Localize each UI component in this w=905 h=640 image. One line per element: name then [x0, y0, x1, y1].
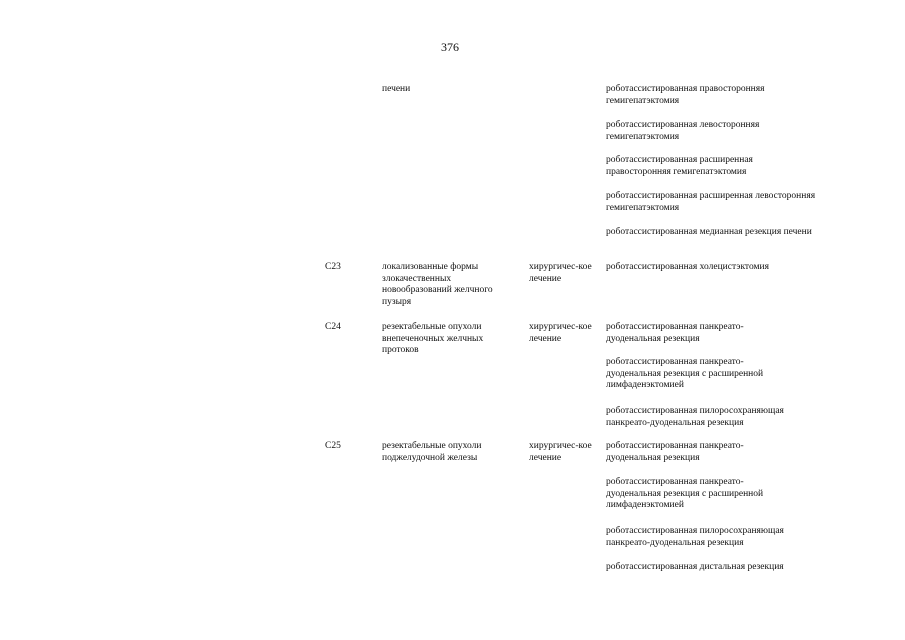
- row-c24-diagnosis: резектабельные опухоли внепеченочных желчных протоков: [382, 322, 484, 356]
- continuation-diagnosis: печени: [382, 84, 411, 94]
- continuation-method-3: роботассистированная расширенная правосторонняя гемигепатэктомия: [606, 155, 753, 177]
- continuation-method-2: роботассистированная левосторонняя гемигепатэктомия: [606, 120, 760, 142]
- row-c25-treatment: хирургичес-кое лечение: [529, 441, 592, 463]
- row-c25-method-4: роботассистированная дистальная резекция: [606, 562, 784, 572]
- row-c25-method-3: роботассистированная пилоросохраняющая панкреато-дуоденальная резекция: [606, 526, 784, 548]
- continuation-method-1: роботассистированная правосторонняя гемигепатэктомия: [606, 84, 765, 106]
- row-c25-method-2: роботассистированная панкреато-дуоденальная резекция с расширенной лимфаденэктомией: [606, 477, 764, 511]
- row-c23-method-1: роботассистированная холецистэктомия: [606, 262, 769, 272]
- page-number: 376: [441, 40, 459, 54]
- row-c24-method-1: роботассистированная панкреато-дуоденальная резекция: [606, 322, 744, 344]
- continuation-method-4: роботассистированная расширенная левосторонняя гемигепатэктомия: [606, 191, 816, 213]
- row-c25-diagnosis: резектабельные опухоли поджелудочной железы: [382, 441, 482, 463]
- row-c25-code: C25: [325, 441, 341, 451]
- row-c24-code: C24: [325, 322, 341, 332]
- row-c24-method-2: роботассистированная панкреато-дуоденальная резекция с расширенной лимфаденэктомией: [606, 357, 764, 391]
- row-c24-treatment: хирургичес-кое лечение: [529, 322, 592, 344]
- row-c25-method-1: роботассистированная панкреато-дуоденальная резекция: [606, 441, 744, 463]
- row-c23-code: C23: [325, 262, 341, 272]
- continuation-method-5: роботассистированная медианная резекция печени: [606, 227, 812, 237]
- row-c23-treatment: хирургичес-кое лечение: [529, 262, 592, 284]
- row-c24-method-3: роботассистированная пилоросохраняющая панкреато-дуоденальная резекция: [606, 406, 784, 428]
- row-c23-diagnosis: локализованные формы злокачественных новообразований желчного пузыря: [382, 262, 493, 307]
